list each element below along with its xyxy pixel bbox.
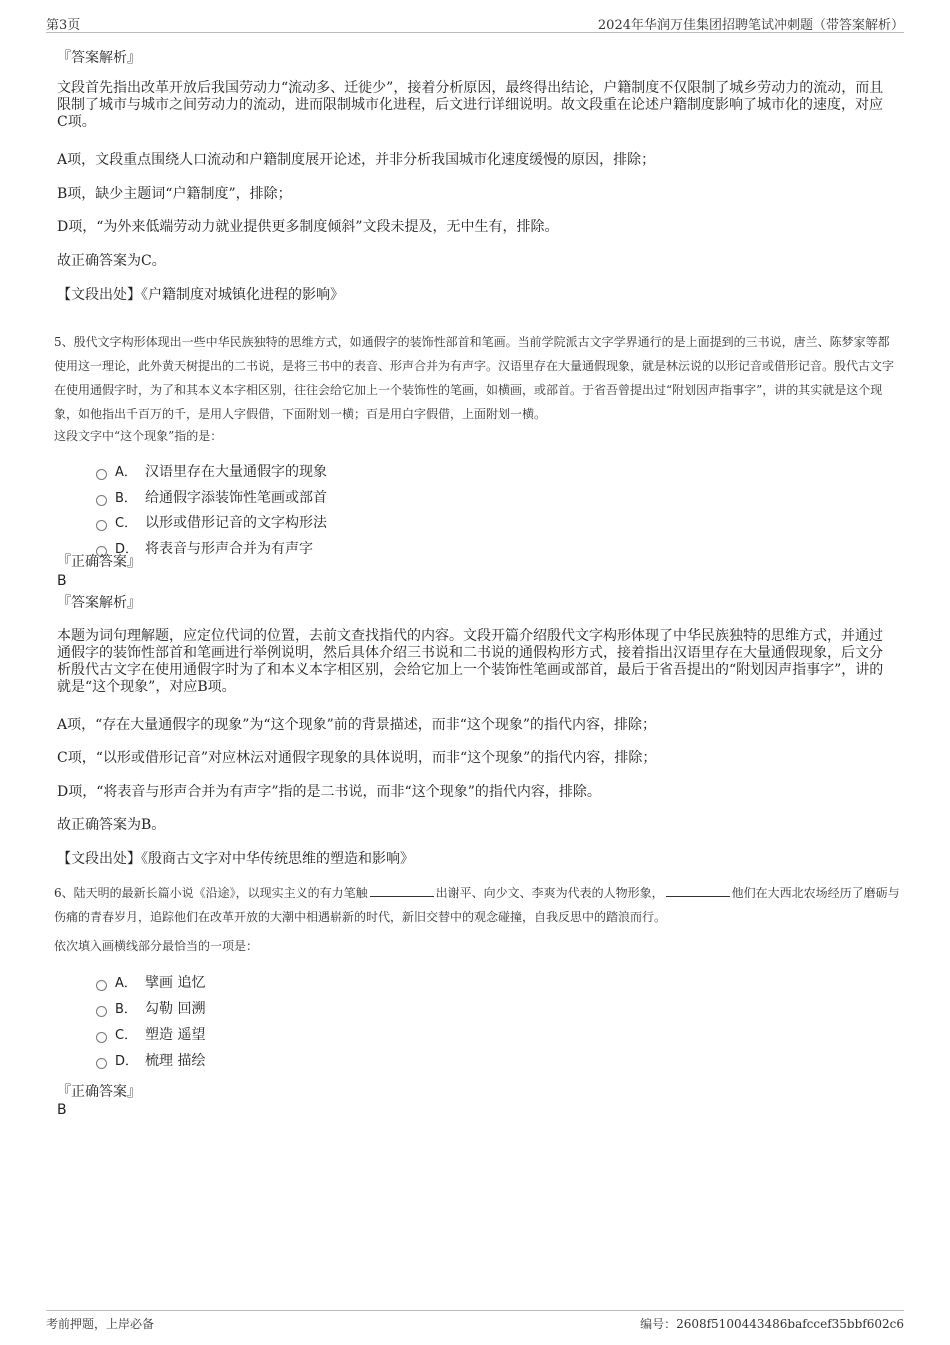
fill-blank-1[interactable] <box>370 884 434 897</box>
q6-option-a[interactable]: A． 擘画 追忆 <box>96 973 205 993</box>
page-header <box>46 14 904 33</box>
q5-option-d[interactable]: D． 将表音与形声合并为有声字 <box>96 539 313 559</box>
document-id: 编号：2608f5100443486bafccef35bbf602c6 <box>640 1317 904 1331</box>
q5-conclusion: 故正确答案为B。 <box>57 817 166 833</box>
q6-stem: 6、陆天明的最新长篇小说《沿途》，以现实主义的有力笔触 出谢平、向少文、李爽为代表的人物形象， 他们在大西北农场经历了磨砺与伤痛的青春岁月，追踪他们在改革开放的大潮中相遇崭新的时代，新旧交替中的观念碰撞，自我反思中的踏浪而行。 <box>54 886 900 924</box>
q4-option-d-analysis: D项，“为外来低端劳动力就业提供更多制度倾斜”文段未提及，无中生有，排除。 <box>57 219 559 235</box>
q5-stem: 5、殷代文字构形体现出一些中华民族独特的思维方式，如通假字的装饰性部首和笔画。当前学院派古文字学界通行的是上面提到的三书说，唐兰、陈梦家等都使用这一理论，此外黄天树提出的二书说，是将三书中的表音、形声合并为有声字。汉语里存在大量通假现象，就是林沄说的以形记音或借形记音。殷代古文字在使用通假字时，为了和其本义本字相区别，往往会给它加上一个装饰性的笔画，如横画，或部首。于省吾曾提出过“附划因声指事字”，讲的其实就是这个现象，如他指出千百万的千，是用人字假借，下面附划一横；百是用白字假借，上面附划一横。 <box>54 335 895 421</box>
radio-icon[interactable] <box>96 1006 107 1017</box>
q5-source: 【文段出处】《殷商古文字对中华传统思维的塑造和影响》 <box>57 851 414 867</box>
document-title: 2024年华润万佳集团招聘笔试冲刺题（带答案解析） <box>597 18 904 33</box>
q6-option-c[interactable]: C． 塑造 遥望 <box>96 1025 205 1045</box>
footer-slogan: 考前押题，上岸必备 <box>46 1317 155 1331</box>
q4-option-a-analysis: A项，文段重点围绕人口流动和户籍制度展开论述，并非分析我国城市化速度缓慢的原因，排除； <box>57 152 656 168</box>
q5-analysis-body: 本题为词句理解题，应定位代词的位置，去前文查找指代的内容。文段开篇介绍殷代文字构形体现了中华民族独特的思维方式，并通过通假字的装饰性部首和笔画进行举例说明，然后具体介绍三书说和二书说的通假构形方式，接着指出汉语里存在大量通假现象，后文分析殷代古文字在使用通假字时为了和本义本字相区别，会给它加上一个装饰性笔画或部首，最后于省吾提出的“附划因声指事字”，讲的就是“这个现象”，对应B项。 <box>57 628 884 695</box>
q5-option-a[interactable]: A． 汉语里存在大量通假字的现象 <box>96 462 327 482</box>
radio-icon[interactable] <box>96 495 107 506</box>
q6-option-b[interactable]: B． 勾勒 回溯 <box>96 999 205 1019</box>
q4-analysis-body: 文段首先指出改革开放后我国劳动力“流动多、迁徙少”，接着分析原因，最终得出结论，户籍制度不仅限制了城乡劳动力的流动，而且限制了城市与城市之间劳动力的流动，进而限制城市化进程，后文进行详细说明。故文段重在论述户籍制度影响了城市化的速度，对应C项。 <box>57 80 884 130</box>
page-footer <box>46 1310 904 1337</box>
page-number: 第3页 <box>46 18 81 33</box>
fill-blank-2[interactable] <box>666 884 730 897</box>
q5-option-c[interactable]: C． 以形或借形记音的文字构形法 <box>96 513 327 533</box>
q6-prompt: 依次填入画横线部分最恰当的一项是： <box>54 939 259 953</box>
radio-icon[interactable] <box>96 1058 107 1069</box>
radio-icon[interactable] <box>96 980 107 991</box>
q5-option-a-analysis: A项，“存在大量通假字的现象”为“这个现象”前的背景描述，而非“这个现象”的指代内容，排除； <box>57 717 657 733</box>
q5-answer-title: 『正确答案』 <box>57 554 141 570</box>
q5-analysis-title: 『答案解析』 <box>57 595 141 611</box>
q4-conclusion: 故正确答案为C。 <box>57 253 166 269</box>
q6-answer: B <box>57 1102 67 1118</box>
q6-option-d[interactable]: D． 梳理 描绘 <box>96 1051 205 1071</box>
radio-icon[interactable] <box>96 469 107 480</box>
q5-option-c-analysis: C项，“以形或借形记音”对应林沄对通假字现象的具体说明，而非“这个现象”的指代内容，排除； <box>57 750 657 766</box>
q4-analysis-title: 『答案解析』 <box>57 50 141 66</box>
q6-answer-title: 『正确答案』 <box>57 1084 141 1100</box>
q4-source: 【文段出处】《户籍制度对城镇化进程的影响》 <box>57 287 344 303</box>
q5-option-b[interactable]: B． 给通假字添装饰性笔画或部首 <box>96 488 327 508</box>
q5-option-d-analysis: D项，“将表音与形声合并为有声字”指的是二书说，而非“这个现象”的指代内容，排除。 <box>57 784 601 800</box>
q5-prompt: 这段文字中“这个现象”指的是： <box>54 429 223 443</box>
q5-answer: B <box>57 573 67 589</box>
radio-icon[interactable] <box>96 520 107 531</box>
q4-option-b-analysis: B项，缺少主题词“户籍制度”，排除； <box>57 186 292 202</box>
radio-icon[interactable] <box>96 1032 107 1043</box>
